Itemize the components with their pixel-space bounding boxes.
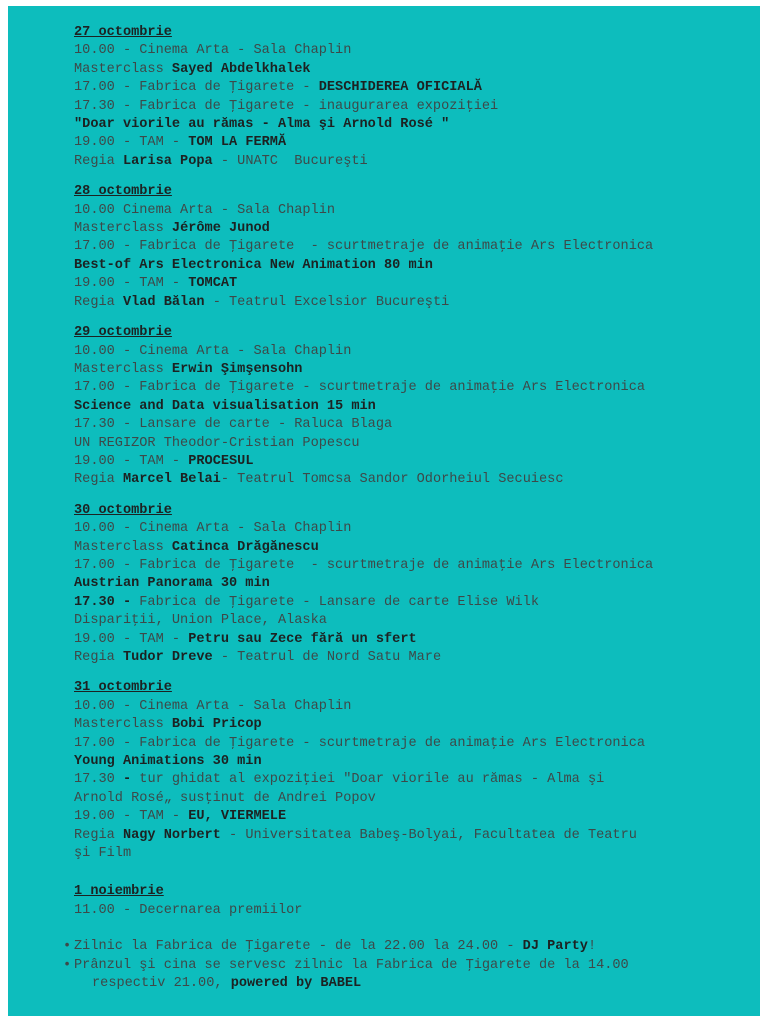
schedule-line: [74, 98, 754, 116]
text-segment: 19.00 - TAM -: [74, 631, 189, 647]
bullet-icon: •: [63, 939, 72, 955]
schedule-line: [74, 453, 754, 471]
note-item: [63, 957, 754, 994]
text-segment: 19.00 - TAM -: [74, 276, 189, 292]
day-heading: [74, 502, 754, 520]
day-date: 29 octombrie: [74, 325, 172, 341]
schedule-panel: [8, 6, 760, 1016]
day-section: [74, 883, 754, 920]
text-segment: tur ghidat al expoziţiei "Doar viorile au rămas - Alma şi: [131, 772, 605, 788]
bold-text: Young Animations 30 min: [74, 754, 262, 770]
text-segment: 19.00 - TAM -: [74, 453, 189, 469]
day-date: 27 octombrie: [74, 25, 172, 40]
text-segment: Masterclass: [74, 61, 172, 77]
day-section: [74, 502, 754, 668]
text-segment: 17.00 - Fabrica de Ţigarete - scurtmetraje de animaţie Ars Electronica: [74, 735, 646, 751]
text-segment: 10.00 - Cinema Arta - Sala Chaplin: [74, 698, 352, 714]
schedule-line: [74, 416, 754, 434]
bold-text: TOM LA FERMĂ: [188, 135, 287, 151]
bold-text: Catinca Drăgănescu: [171, 539, 319, 555]
text-segment: - UNATC Bucureşti: [212, 153, 368, 169]
bullet-icon: •: [63, 957, 72, 973]
text-segment: - Universitatea Babeş-Bolyai, Facultatea de Teatru: [220, 827, 637, 843]
bold-text: TOMCAT: [188, 276, 238, 292]
text-segment: UN REGIZOR Theodor-Cristian Popescu: [74, 435, 360, 451]
schedule-line: [74, 575, 754, 593]
schedule-line: [74, 398, 754, 416]
schedule-line: [74, 202, 754, 220]
day-heading: [74, 883, 754, 901]
schedule-line: [74, 735, 754, 753]
schedule-line: [74, 771, 754, 789]
schedule-line: [74, 594, 754, 612]
schedule-line: [74, 471, 754, 489]
schedule-line: [74, 520, 754, 538]
text-segment: Regia: [74, 650, 123, 665]
bold-text: DESCHIDEREA OFICIALĂ: [318, 80, 482, 96]
text-segment: Masterclass: [74, 221, 172, 237]
day-heading: [74, 24, 754, 42]
schedule-line: [74, 845, 754, 863]
bold-text: PROCESUL: [188, 453, 254, 469]
text-segment: Prânzul şi cina se servesc zilnic la Fabrica de Ţigarete de la 14.00: [74, 957, 629, 973]
day-heading: [74, 183, 754, 201]
text-segment: 17.30 - Fabrica de Ţigarete - inaugurarea expoziţiei: [74, 98, 499, 114]
notes-list: [63, 938, 754, 993]
day-section: [74, 183, 754, 312]
bold-text: DJ Party: [522, 939, 588, 955]
text-segment: 17.00 - Fabrica de Ţigarete -: [74, 80, 319, 96]
day-date: 31 octombrie: [74, 680, 172, 696]
schedule-line: [74, 612, 754, 630]
schedule-line: [74, 79, 754, 97]
schedule-line: [74, 753, 754, 771]
bold-text: Larisa Popa: [122, 153, 213, 169]
schedule-line: [74, 61, 754, 79]
schedule-line: [74, 631, 754, 649]
bold-text: Bobi Pricop: [171, 717, 262, 733]
day-section: [74, 324, 754, 490]
schedule-line: [74, 649, 754, 667]
schedule-line: [74, 294, 754, 312]
schedule-line: [74, 827, 754, 845]
text-segment: Dispariţii, Union Place, Alaska: [74, 613, 327, 629]
section-gap: [74, 171, 754, 183]
festival-schedule: [63, 24, 754, 994]
day-section: [74, 679, 754, 863]
schedule-line: [74, 116, 754, 134]
day-date: 1 noiembrie: [74, 884, 164, 900]
schedule-line: [74, 379, 754, 397]
schedule-line: [74, 539, 754, 557]
text-segment: 10.00 Cinema Arta - Sala Chaplin: [74, 202, 336, 218]
schedule-line: [74, 557, 754, 575]
schedule-line: [74, 902, 754, 920]
bold-text: -: [122, 772, 132, 788]
text-segment: 17.00 - Fabrica de Ţigarete - scurtmetraje de animaţie Ars Electronica: [74, 380, 646, 396]
text-segment: Zilnic la Fabrica de Ţigarete - de la 22.00 la 24.00 -: [74, 939, 523, 955]
schedule-line: [74, 238, 754, 256]
bold-text: EU, VIERMELE: [188, 809, 287, 825]
bold-text: Erwin Şimşensohn: [171, 361, 303, 377]
schedule-line: [74, 808, 754, 826]
text-segment: 17.00 - Fabrica de Ţigarete - scurtmetraje de animaţie Ars Electronica: [74, 239, 654, 255]
bold-text: "Doar viorile au rămas - Alma şi Arnold Rosé ": [74, 117, 450, 133]
day-section: [74, 24, 754, 171]
schedule-line: [74, 220, 754, 238]
section-gap: [74, 863, 754, 883]
schedule-line: [74, 698, 754, 716]
bold-text: Sayed Abdelkhalek: [171, 61, 311, 77]
text-segment: - Teatrul Tomcsa Sandor Odorheiul Secuiesc: [220, 472, 564, 488]
note-line: [74, 957, 754, 975]
text-segment: respectiv 21.00,: [92, 976, 231, 992]
text-segment: 10.00 - Cinema Arta - Sala Chaplin: [74, 521, 352, 537]
day-heading: [74, 679, 754, 697]
bold-text: powered by BABEL: [230, 976, 362, 992]
section-gap: [74, 312, 754, 324]
text-segment: Masterclass: [74, 539, 172, 555]
note-line: [74, 975, 754, 993]
text-segment: Regia: [74, 472, 123, 488]
day-date: 28 octombrie: [74, 184, 172, 200]
text-segment: Masterclass: [74, 717, 172, 733]
bold-text: Jérôme Junod: [171, 221, 270, 237]
section-gap: [74, 490, 754, 502]
bold-text: Tudor Dreve: [122, 650, 213, 665]
text-segment: 17.30 - Lansare de carte - Raluca Blaga: [74, 417, 393, 433]
text-segment: 11.00 - Decernarea premiilor: [74, 902, 303, 918]
bold-text: Nagy Norbert: [122, 827, 221, 843]
schedule-line: [74, 257, 754, 275]
text-segment: Regia: [74, 294, 123, 310]
text-segment: şi Film: [74, 846, 132, 862]
bold-text: Science and Data visualisation 15 min: [74, 398, 376, 414]
text-segment: Regia: [74, 153, 123, 169]
text-segment: 19.00 - TAM -: [74, 135, 189, 151]
bold-text: Petru sau Zece fără un sfert: [188, 631, 417, 647]
text-segment: 10.00 - Cinema Arta - Sala Chaplin: [74, 43, 352, 59]
text-segment: 17.00 - Fabrica de Ţigarete - scurtmetraje de animaţie Ars Electronica: [74, 557, 654, 573]
schedule-line: [74, 275, 754, 293]
schedule-line: [74, 42, 754, 60]
day-date: 30 octombrie: [74, 502, 172, 518]
bold-text: Best-of Ars Electronica New Animation 80 min: [74, 257, 433, 273]
text-segment: - Teatrul Excelsior Bucureşti: [204, 294, 450, 310]
text-segment: 17.30: [74, 772, 123, 788]
note-item: [63, 938, 754, 956]
schedule-line: [74, 361, 754, 379]
bold-text: Vlad Bălan: [122, 294, 205, 310]
day-heading: [74, 324, 754, 342]
note-line: [74, 938, 754, 956]
schedule-line: [74, 435, 754, 453]
text-segment: Arnold Rosé„ susţinut de Andrei Popov: [74, 790, 376, 806]
schedule-line: [74, 716, 754, 734]
text-segment: Fabrica de Ţigarete - Lansare de carte Elise Wilk: [139, 594, 539, 610]
bold-text: 17.30 -: [74, 594, 140, 610]
schedule-line: [74, 790, 754, 808]
section-gap: [74, 667, 754, 679]
text-segment: Masterclass: [74, 361, 172, 377]
schedule-line: [74, 153, 754, 171]
text-segment: 10.00 - Cinema Arta - Sala Chaplin: [74, 343, 352, 359]
text-segment: 19.00 - TAM -: [74, 809, 189, 825]
text-segment: - Teatrul de Nord Satu Mare: [212, 650, 442, 665]
bold-text: Marcel Belai: [122, 472, 221, 488]
text-segment: !: [587, 939, 597, 955]
schedule-line: [74, 134, 754, 152]
text-segment: Regia: [74, 827, 123, 843]
schedule-line: [74, 343, 754, 361]
bold-text: Austrian Panorama 30 min: [74, 576, 270, 592]
